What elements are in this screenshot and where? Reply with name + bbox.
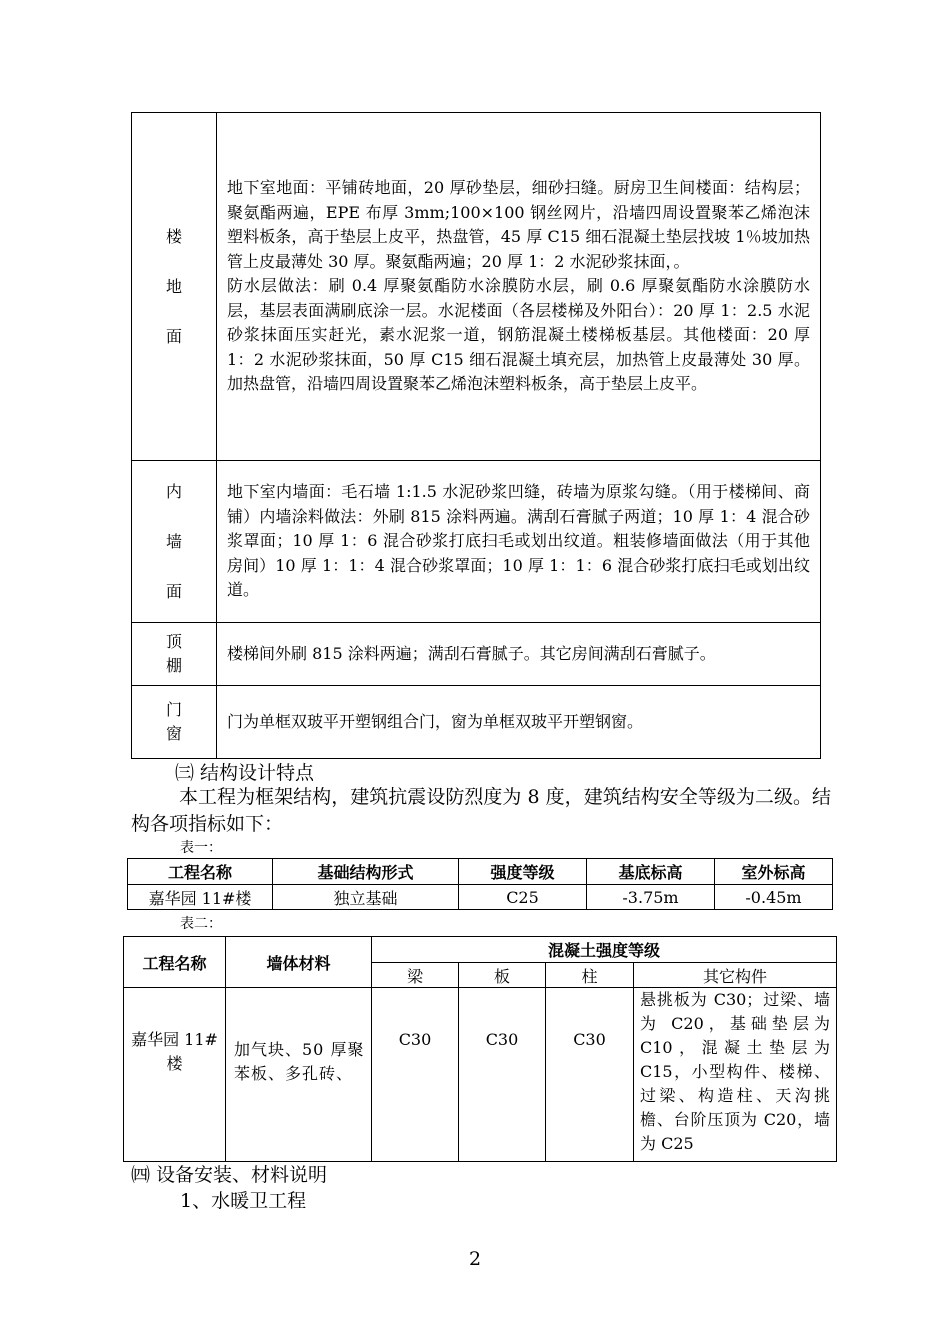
row-label-doors-windows: 门 窗 xyxy=(132,686,217,759)
table-row xyxy=(132,461,821,623)
table-2-beam: C30 xyxy=(372,988,459,1162)
table-1 xyxy=(127,858,833,910)
section-4-heading: ㈣ 设备安装、材料说明 xyxy=(131,1164,328,1186)
table-1-cell: -3.75m xyxy=(587,885,715,910)
table-1-header: 基底标高 xyxy=(587,859,715,885)
page-number: 2 xyxy=(468,1248,482,1270)
table-1-header: 室外标高 xyxy=(715,859,833,885)
table-header-row xyxy=(128,859,833,885)
table-1-header: 强度等级 xyxy=(459,859,587,885)
table-2-header-concrete: 混凝土强度等级 xyxy=(372,937,837,963)
table-1-cell: 嘉华园 11#楼 xyxy=(128,885,273,910)
floor-finish-para-2: 防水层做法：刷 0.4 厚聚氨酯防水涂膜防水层，刷 0.6 厚聚氨酯防水涂膜防水层，基层表面满刷底涂一层。水泥楼面（各层楼梯及外阳台）：20 厚 1：2.5 水泥砂浆抹面压实赶光，素水泥浆一道，钢筋混凝土楼梯板基层。其他楼面：20 厚 1：2 水泥砂浆抹面，50 厚 C15 细石混凝土填充层，加热管上皮最薄处 30 厚。加热盘管，沿墙四周设置聚苯乙烯泡沫塑料板条，高于垫层上皮平。 xyxy=(227,276,810,394)
section-3-heading: ㈢ 结构设计特点 xyxy=(175,762,315,784)
table-2-subheader: 柱 xyxy=(546,963,634,988)
finishes-table xyxy=(131,112,821,759)
table-2 xyxy=(123,936,837,1162)
table-header-row xyxy=(124,937,837,963)
table-2-header-wall: 墙体材料 xyxy=(226,937,372,988)
table-2-column: C30 xyxy=(546,988,634,1162)
table-row xyxy=(132,113,821,461)
table-1-header: 工程名称 xyxy=(128,859,273,885)
interior-wall-text: 地下室内墙面：毛石墙 1:1.5 水泥砂浆凹缝，砖墙为原浆勾缝。（用于楼梯间、商铺）内墙涂料做法：外刷 815 涂料两遍。满刮石膏腻子两道；10 厚 1：4 混合砂浆罩面；10 厚 1：6 混合砂浆打底扫毛或划出纹道。粗装修墙面做法（用于其他房间）10 厚 1：1：4 混合砂浆罩面；10 厚 1：1：6 混合砂浆打底扫毛或划出纹道。 xyxy=(217,461,821,623)
table-2-other-components: 悬挑板为 C30；过梁、墙为 C20，基础垫层为 C10，混凝土垫层为 C15，小型构件、楼梯、过梁、构造柱、天沟挑檐、台阶压顶为 C20，墙为 C25 xyxy=(634,988,837,1162)
table-2-wall-material: 加气块、50 厚聚苯板、多孔砖、 xyxy=(226,988,372,1162)
table-2-header-name: 工程名称 xyxy=(124,937,226,988)
floor-finish-para-1: 地下室地面：平铺砖地面，20 厚砂垫层，细砂扫缝。厨房卫生间楼面：结构层；聚氨酯两遍，EPE 布厚 3mm;100×100 钢丝网片，沿墙四周设置聚苯乙烯泡沫塑料板条，高于垫层上皮平，热盘管，45 厚 C15 细石混凝土垫层找坡 1％坡加热管上皮最薄处 30 厚。聚氨酯两遍；20 厚 1：2 水泥砂浆抹面，。 xyxy=(227,178,810,271)
floor-finish-text xyxy=(217,113,821,461)
row-label-floor: 楼 地 面 xyxy=(132,113,217,461)
ceiling-text: 楼梯间外刷 815 涂料两遍；满刮石膏腻子。其它房间满刮石膏腻子。 xyxy=(217,623,821,686)
table-2-caption: 表二： xyxy=(180,916,222,932)
table-2-subheader: 板 xyxy=(459,963,546,988)
table-2-slab: C30 xyxy=(459,988,546,1162)
table-row xyxy=(132,623,821,686)
section-4-subheading: 1、水暖卫工程 xyxy=(180,1190,307,1212)
table-row xyxy=(132,686,821,759)
table-row xyxy=(128,885,833,910)
table-1-caption: 表一： xyxy=(180,840,222,856)
table-2-subheader: 其它构件 xyxy=(634,963,837,988)
row-label-ceiling: 顶 棚 xyxy=(132,623,217,686)
table-1-cell: C25 xyxy=(459,885,587,910)
table-2-project-name: 嘉华园 11#楼 xyxy=(124,988,226,1162)
doors-windows-text: 门为单框双玻平开塑钢组合门，窗为单框双玻平开塑钢窗。 xyxy=(217,686,821,759)
row-label-interior-wall: 内 墙 面 xyxy=(132,461,217,623)
table-1-header: 基础结构形式 xyxy=(273,859,459,885)
section-3-paragraph: 本工程为框架结构，建筑抗震设防烈度为 8 度，建筑结构安全等级为二级。结构各项指标如下： xyxy=(131,786,831,835)
table-row xyxy=(124,988,837,1162)
table-1-cell: -0.45m xyxy=(715,885,833,910)
table-2-subheader: 梁 xyxy=(372,963,459,988)
table-1-cell: 独立基础 xyxy=(273,885,459,910)
